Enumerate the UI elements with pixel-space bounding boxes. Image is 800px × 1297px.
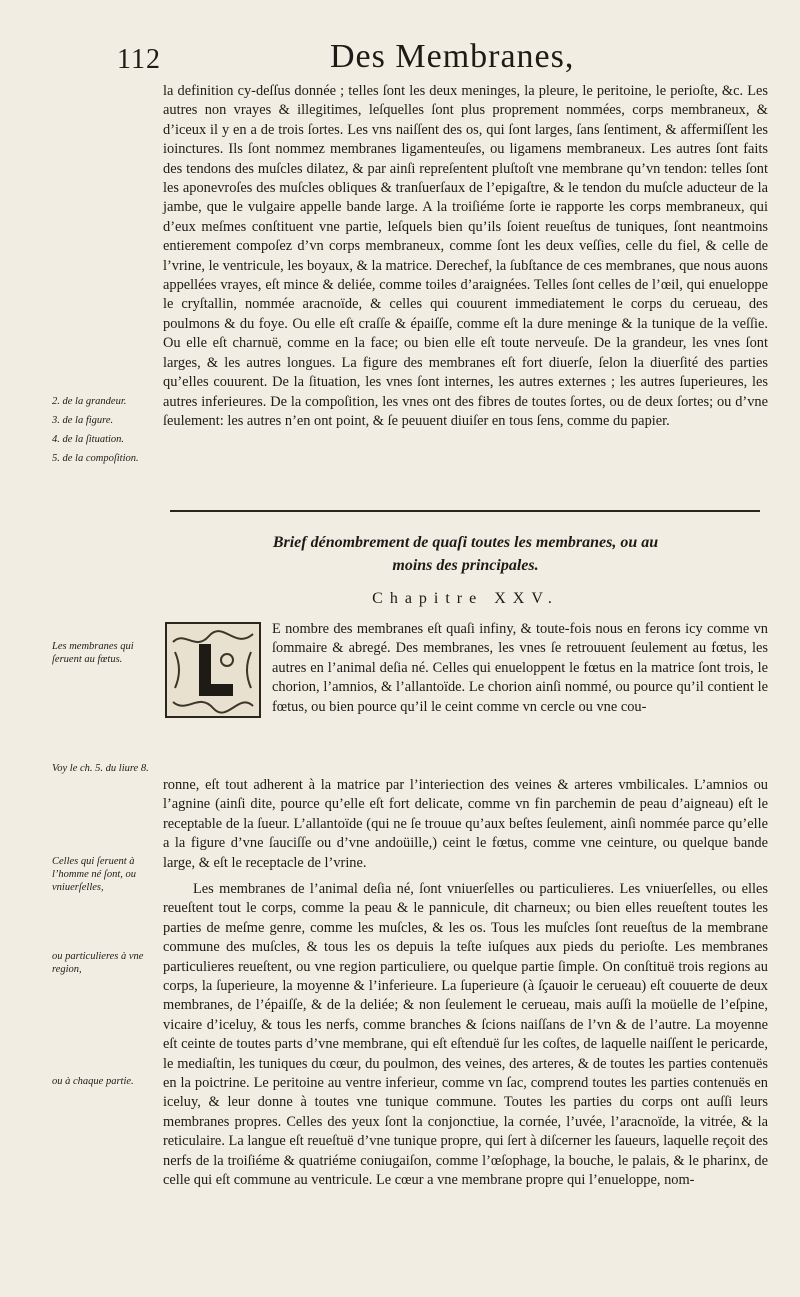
margin-notes-top [52,395,158,471]
top-paragraph [163,82,768,431]
margin-note-region: ou particulieres à vne region, [52,951,144,975]
ornamental-initial-l-icon [165,622,261,718]
margin-note-composition: 5. de la compoſition. [52,453,139,464]
section-divider [170,510,760,512]
section-heading-line-2: moins des principales. [392,557,539,574]
margin-note-figure: 3. de la figure. [52,415,114,426]
chapter-title: Chapitre XXV. [372,590,559,607]
running-title: Des Membranes, [330,38,575,75]
second-paragraph [163,880,768,1191]
first-paragraph-lead: E nombre des membranes eſt quaſi infiny, & toute-fois nous en ferons icy comme vn ſommaire & abregé. Des membranes, les vnes ſe retrouuent ſeulement au fœtus, les autres en l’animal deſia né. Celles qui enueloppent le fœtus en la matrice ſont trois, le chorion, l’amnios, & l’allantoïde. Le chorion ainſi nommé, ou pource qu’il contient le fœtus, ou bien pource qu’il le ceint comme vn cercle ou vne cou- [272,621,768,715]
section-heading-line-1: Brief dénombrement de quaſi toutes les membranes, ou au [272,534,659,551]
margin-note-crossref: Voy le ch. 5. du liure 8. [52,763,149,774]
top-paragraph-text: la definition cy-deſſus donnée ; telles ſont les deux meninges, la pleure, le peritoine, le perioſte, &c. Les autres non vrayes & illegitimes, leſquelles ſont plus proprement nommées, corps membraneux, & d’iceux il y en a de trois ſortes. Les vns naiſſent des os, qui ſont larges, ſans ſentiment, & affermiſſent les ioinctures. Ils ſont nommez membranes ligamenteuſes, ou ligamens membraneux. Les autres ſont faits des tendons des muſcles dilatez, & par ainſi repreſentent pluſtoſt vne membrane qu’vn tendon: telles ſont les aponevroſes des muſcles obliques & tranſuerſaux de l’epigaſtre, & le tendon du muſcle aducteur de la jambe, que le vulgaire appelle bande large. A la troiſiéme ſorte ie rapporte les corps membraneux, qui d’eux meſmes conſtituent vne partie, leſquels bien qu’ils ſoient reueſtus de tuniques, ſont neantmoins entierement compoſez d’vn corps membraneux, comme ſont les deux veſſies, celle du fiel, & celle de l’vrine, le ventricule, les boyaux, & la matrice. Derechef, la ſubſtance de ces membranes, que nous auons appellées vrayes, eſt mince & deliée, comme toiles d’araignées. Telles ſont celles de l’œil, qui enueloppe le cryſtallin, nommée aracnoïde, & celles qui couurent immediatement le corps du cerueau, des poulmons & du foye. Ou elle eſt craſſe & épaiſſe, comme eſt la dure meninge & la tunique de la veſſie. Ou elle eſt charnuë, comme en la face; ou bien elle eſt toute nerveuſe. De la grandeur, les vnes ſont larges, & les autres longues. La figure des membranes eſt fort diuerſe, ſelon la diuerſité des parties qu’elles couurent. De la ſituation, les vnes ſont internes, les autres externes ; les autres ſuperieures, les autres inferieures. De la compoſition, les vnes ont des fibres de toutes ſortes, ou de deux ſortes; ou d’vne ſeulement: les autres n’en ont point, & ſe peuuent diuiſer en tous ſens, comme du papier. [163,83,768,429]
second-paragraph-text: Les membranes de l’animal deſia né, ſont vniuerſelles ou particulieres. Les vniuerſelles, ou elles reueſtent tout le corps, comme la peau & le pannicule, dit charneux; ou bien elles reueſtent toutes les parties de meſme genre, comme les muſcles, & les os. Tous les muſcles ſont reueſtus de la membrane commune des muſcles, & tous les os depuis la teſte iuſques aux pieds du perioſte. Les membranes particulieres reueſtent, ou vne region particuliere, ou quelque partie ſimple. On conſtituë trois regions au corps, la ſuperieure, la moyenne & l’inferieure. La ſuperieure (à ſçauoir le cerueau) eſt couuerte de deux membranes, de l’épaiſſe, & de la deliée; & non ſeulement le cerueau, mais auſſi la moüelle de l’eſpine, vicaire d’iceluy, & tous les nerfs, comme branches & ſcions naiſſans de l’vn & de l’autre. La moyenne eſt ceinte de toutes parts d’vne membrane, qui eſt eſtenduë ſur les coſtes, de laquelle naiſſent le pericarde, le mediaſtin, les tuniques du cœur, du poulmon, des veines, des arteres, & de toutes les parties contenuës en la poictrine. Le peritoine au ventre inferieur, comme vn ſac, comprend toutes les parties contenuës en iceluy, & leur donne à toutes vne tunique commune. Toutes les parties du corps ont auſſi leurs membranes propres. Celles des yeux ſont la conjonctiue, la cornée, l’uvée, l’aracnoïde, la vitrée, & la reticulaire. La langue eſt reueſtuë d’vne tunique propre, qui ſert à diſcerner les ſaueurs, laquelle reçoit des nerfs de la troiſiéme & quatriéme coniugaiſon, comme l’œſophage, la bouche, le palais, & le pharinx, de celle qui eſt commune au ventricule. Le cœur a vne membrane propre qui l’enueloppe, nom- [163,881,768,1189]
margin-note-each-part: ou à chaque partie. [52,1076,134,1087]
first-paragraph [163,776,768,873]
margin-note-universal: Celles qui ſeruent à l’homme né ſont, ou vniuerſelles, [52,856,136,893]
margin-note-situation: 4. de la ſituation. [52,434,125,445]
margin-note-foetus: Les membranes qui ſeruent au fœtus. [52,641,134,665]
first-paragraph-text: ronne, eſt tout adherent à la matrice par l’interiection des veines & arteres vmbilicales. L’amnios ou l’agnine (ainſi dite, pource qu’elle eſt fort delicate, comme vn fin parchemin de peau d’aigneau) eſt le receptable de la ſueur. L’allantoïde (qui ne ſe trouue qu’aux beſtes ſeulement, ainſi nommée parce qu’elle a la figure d’vne ſauciſſe ou d’vne andoüille,) ceint le fœtus, comme vne ceinture, ou quelque bande large, & eſt le receptacle de l’vrine. [163,777,768,871]
page-number: 112 [117,44,161,75]
margin-note-grandeur: 2. de la grandeur. [52,396,127,407]
